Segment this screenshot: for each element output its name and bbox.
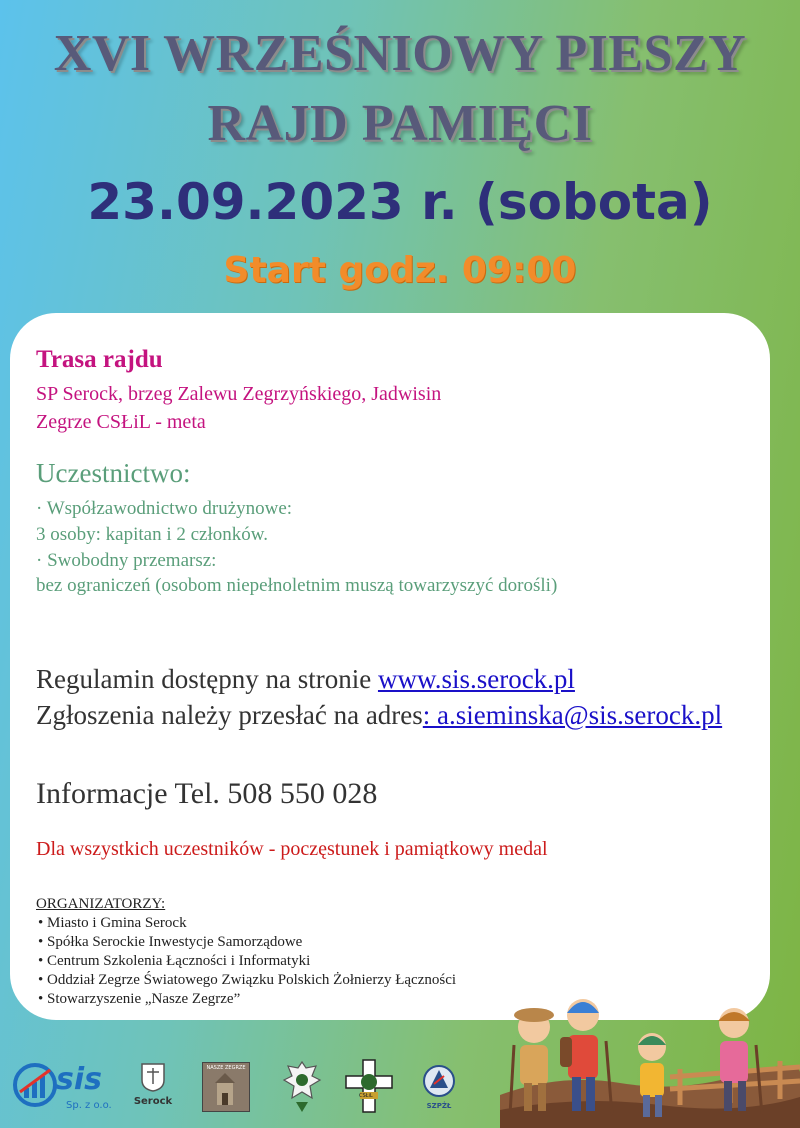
route-line: SP Serock, brzeg Zalewu Zegrzyńskiego, Jadwisin xyxy=(36,383,442,405)
phone-info: Informacje Tel. 508 550 028 xyxy=(36,777,378,810)
title-line-1: XVI WRZEŚNIOWY PIESZY xyxy=(53,25,747,82)
title-line-2: RAJD PAMIĘCI xyxy=(207,95,593,152)
szpzl-name: SZPŻŁ xyxy=(426,1102,452,1110)
organizer-item: • Centrum Szkolenia Łączności i Informatyki xyxy=(38,953,311,969)
szpzl-badge-icon xyxy=(422,1064,456,1098)
registration-line xyxy=(36,700,722,731)
website-link[interactable]: www.sis.serock.pl xyxy=(377,664,575,694)
organizer-item: • Spółka Serockie Inwestycje Samorządowe xyxy=(38,934,303,950)
sis-name: sis xyxy=(56,1062,102,1097)
medal-info: Dla wszystkich uczestników - poczęstunek i pamiątkowy medal xyxy=(36,838,548,860)
registration-text: Zgłoszenia należy przesłać na adres xyxy=(36,700,423,730)
start-time: Start godz. 09:00 xyxy=(223,250,577,291)
participation-heading: Uczestnictwo: xyxy=(36,458,191,488)
route-line: Zegrze CSŁiL - meta xyxy=(36,411,206,433)
event-date: 23.09.2023 r. (sobota) xyxy=(87,173,713,231)
cslil-name: CSŁiL xyxy=(359,1093,373,1099)
serock-crest-icon xyxy=(140,1062,166,1092)
nasze-zegrze-logo xyxy=(202,1062,250,1112)
cslil-logo xyxy=(344,1058,394,1114)
organizer-item: • Oddział Zegrze Światowego Związku Polskich Żołnierzy Łączności xyxy=(38,972,457,988)
sis-chart-icon xyxy=(12,1062,58,1108)
hikers-illustration xyxy=(500,985,800,1128)
eagle-logo xyxy=(282,1058,322,1114)
organizer-item: • Miasto i Gmina Serock xyxy=(38,915,187,931)
participation-line: · Współzawodnictwo drużynowe: xyxy=(36,498,293,519)
regulations-text: Regulamin dostępny na stronie xyxy=(36,664,378,694)
sis-logo xyxy=(12,1060,112,1120)
szpzl-logo xyxy=(420,1064,458,1114)
serock-name: Serock xyxy=(133,1096,173,1107)
route-heading: Trasa rajdu xyxy=(36,346,163,373)
organizer-item: • Stowarzyszenie „Nasze Zegrze” xyxy=(38,991,241,1007)
participation-line: bez ograniczeń (osobom niepełnoletnim muszą towarzyszyć dorośli) xyxy=(36,575,558,596)
serock-logo xyxy=(130,1062,176,1118)
regulations-line xyxy=(36,664,575,695)
participation-line: · Swobodny przemarsz: xyxy=(36,550,217,571)
participation-line: 3 osoby: kapitan i 2 członków. xyxy=(36,524,269,545)
email-link[interactable]: : a.sieminska@sis.serock.pl xyxy=(422,700,723,730)
sis-sub: Sp. z o.o. xyxy=(66,1100,112,1111)
church-icon xyxy=(203,1071,247,1107)
nasze-zegrze-name: NASZE ZEGRZE xyxy=(206,1065,246,1071)
eagle-icon xyxy=(282,1058,322,1114)
organizers-heading: ORGANIZATORZY: xyxy=(36,896,166,912)
cross-icon xyxy=(344,1058,394,1114)
